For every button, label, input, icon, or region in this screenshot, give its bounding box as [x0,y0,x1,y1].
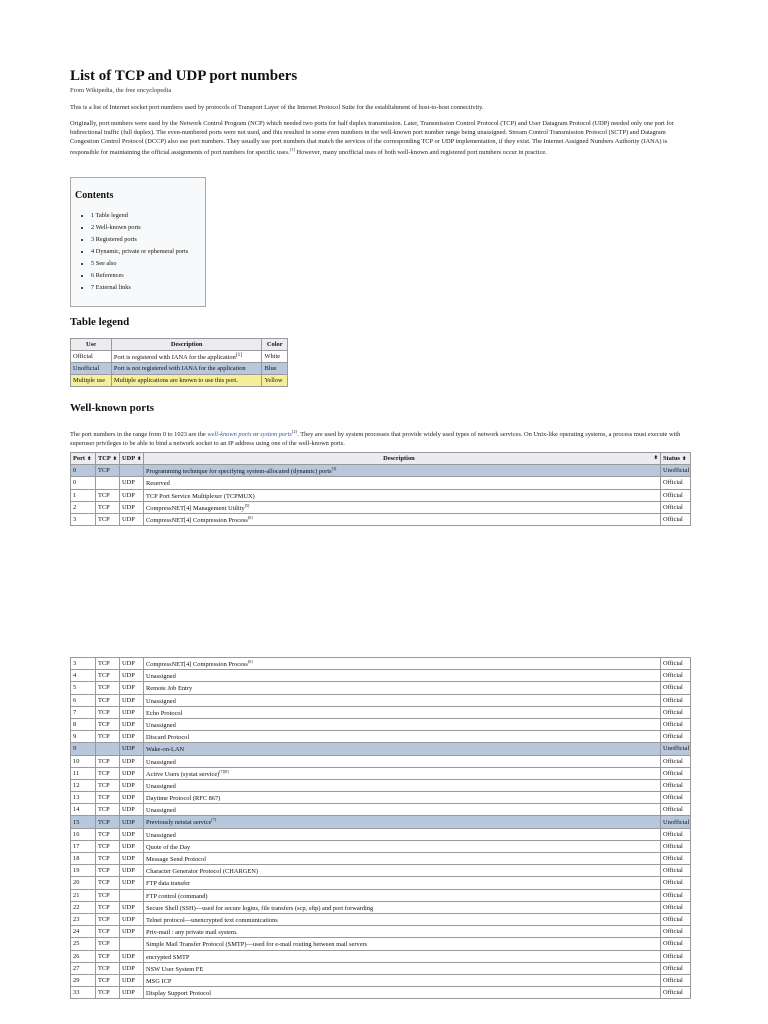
udp-cell [120,465,144,477]
toc-list [83,210,188,294]
status-cell: Official [661,489,691,501]
udp-cell: UDP [120,853,144,865]
description-cell: encrypted SMTP [144,950,661,962]
udp-cell: UDP [120,828,144,840]
tcp-cell: TCP [96,755,120,767]
udp-cell: UDP [120,816,144,828]
legend-color: Blue [262,363,288,375]
description-cell: Daytime Protocol (RFC 867) [144,792,661,804]
description-cell: Unassigned [144,670,661,682]
status-cell: Official [661,718,691,730]
table-row [71,865,691,877]
toc-item[interactable]: • 3 Registered ports [91,234,188,246]
table-row [71,987,691,999]
description-cell: Secure Shell (SSH)—used for secure logins, file transfers (scp, sftp) and port forwarding [144,901,661,913]
udp-cell: UDP [120,913,144,925]
description-cell: Message Send Protocol [144,853,661,865]
udp-cell [120,889,144,901]
status-cell: Official [661,477,691,489]
status-cell: Official [661,950,691,962]
port-cell: 7 [71,706,96,718]
sort-icon[interactable]: ⬍ [87,457,92,463]
tcp-cell: TCP [96,926,120,938]
table-row [71,901,691,913]
port-cell: 29 [71,974,96,986]
tcp-cell: TCP [96,962,120,974]
status-cell: Official [661,694,691,706]
udp-cell: UDP [120,513,144,525]
table-row [71,706,691,718]
toc-item[interactable]: • 6 References [91,270,188,282]
status-cell: Official [661,513,691,525]
udp-cell: UDP [120,718,144,730]
table-row [71,694,691,706]
description-cell: Unassigned [144,804,661,816]
udp-cell: UDP [120,877,144,889]
tcp-cell: TCP [96,767,120,779]
table-row [71,816,691,828]
udp-cell: UDP [120,658,144,670]
toc-item[interactable]: • 1 Table legend [91,210,188,222]
tcp-cell: TCP [96,779,120,791]
description-cell: CompressNET[4] Management Utility[5] [144,501,661,513]
port-cell: 26 [71,950,96,962]
description-cell: CompressNET[4] Compression Process[6] [144,513,661,525]
tcp-cell: TCP [96,792,120,804]
citation-link[interactable]: [6] [247,659,253,665]
port-cell: 9 [71,743,96,755]
description-cell: Unassigned [144,828,661,840]
udp-cell: UDP [120,682,144,694]
legend-use: Unofficial [71,363,112,375]
port-cell: 18 [71,853,96,865]
status-cell: Official [661,962,691,974]
table-row [71,792,691,804]
tcp-cell: TCP [96,731,120,743]
port-cell: 0 [71,465,96,477]
table-row [71,877,691,889]
status-cell: Official [661,889,691,901]
port-cell: 3 [71,658,96,670]
udp-cell: UDP [120,731,144,743]
status-cell: Official [661,682,691,694]
column-header-port[interactable]: Port ⬍ [71,453,96,465]
table-row [71,767,691,779]
port-cell: 1 [71,489,96,501]
legend-desc: Port is not registered with IANA for the application [111,363,262,375]
description-cell: TCP Port Service Multiplexer (TCPMUX) [144,489,661,501]
description-cell: FTP control (command) [144,889,661,901]
port-cell: 12 [71,779,96,791]
udp-cell: UDP [120,804,144,816]
tcp-cell: TCP [96,938,120,950]
legend-use: Multiple use [71,375,112,387]
port-cell: 24 [71,926,96,938]
tcp-cell [96,743,120,755]
tcp-cell [96,477,120,489]
toc-title: Contents [75,190,114,201]
udp-cell: UDP [120,950,144,962]
intro-paragraph-2 [70,120,690,158]
table-row [71,682,691,694]
table-row [71,658,691,670]
description-cell: Quote of the Day [144,840,661,852]
intro-text: Originally, port numbers were used by the Network Control Program (NCP) which needed two ports for half duplex transmission. Later, Transmission Control Protocol (TCP) and User Datagram Protocol (UDP) needed only one port for bidirectional traffic (full duplex). The even-numbered ports were not used, and this resulted in some even numbers in the well-known port number range being unassigned. Stream Control Transmission Protocol (SCTP) and Datagram Congestion Control Protocol (DCCP) also use port numbers. They usually use port numbers that match the services of the corresponding TCP or UDP implementation, if they exist. The Internet Assigned Numbers Authority (IANA) is responsible for maintaining the official assignments of port numbers for specific uses. [70,120,674,157]
udp-cell: UDP [120,670,144,682]
udp-cell: UDP [120,792,144,804]
tcp-cell: TCP [96,804,120,816]
udp-cell: UDP [120,865,144,877]
port-cell: 19 [71,865,96,877]
udp-cell: UDP [120,743,144,755]
description-cell: Programming technique for specifying system-allocated (dynamic) ports[3] [144,465,661,477]
description-cell: Character Generator Protocol (CHARGEN) [144,865,661,877]
udp-cell: UDP [120,926,144,938]
column-header-tcp[interactable]: TCP ⬍ [96,453,120,465]
status-cell: Official [661,877,691,889]
description-cell: Unassigned [144,694,661,706]
status-cell: Official [661,901,691,913]
description-cell: Priv-mail : any private mail system. [144,926,661,938]
toc-item[interactable]: • 4 Dynamic, private or ephemeral ports [91,246,188,258]
toc-item[interactable]: • 7 External links [91,282,188,294]
udp-cell: UDP [120,477,144,489]
udp-cell: UDP [120,489,144,501]
ports-table-page-2 [68,659,694,1024]
legend-table [70,338,288,387]
description-cell: Unassigned [144,718,661,730]
tcp-cell: TCP [96,706,120,718]
description-cell: Display Support Protocol [144,987,661,999]
table-row [71,501,691,513]
port-cell: 14 [71,804,96,816]
status-cell: Official [661,767,691,779]
status-cell: Official [661,755,691,767]
ports-table-page-1 [68,450,694,524]
udp-cell: UDP [120,974,144,986]
tcp-cell: TCP [96,658,120,670]
intro-paragraph-1: This is a list of Internet socket port numbers used by protocols of Transport Layer of the Internet Protocol Suite for the establishment of host-to-host connectivity. [70,104,484,111]
table-row [71,465,691,477]
port-cell: 21 [71,889,96,901]
port-cell: 4 [71,670,96,682]
port-cell: 16 [71,828,96,840]
page-title: List of TCP and UDP port numbers [70,68,298,84]
udp-cell: UDP [120,962,144,974]
status-cell: Official [661,913,691,925]
tcp-cell: TCP [96,865,120,877]
legend-row-multiple [71,375,288,387]
table-row [71,974,691,986]
tcp-cell: TCP [96,465,120,477]
description-cell: CompressNET[4] Compression Process[6] [144,658,661,670]
tcp-cell: TCP [96,513,120,525]
tcp-cell: TCP [96,828,120,840]
status-cell: Official [661,792,691,804]
status-cell: Official [661,987,691,999]
sort-icon[interactable]: ⬍ [137,457,142,463]
citation-link[interactable]: [7] [211,817,216,823]
legend-color: Yellow [262,375,288,387]
table-row [71,731,691,743]
udp-cell: UDP [120,694,144,706]
status-cell: Official [661,828,691,840]
citation-link[interactable]: [1] [289,147,295,153]
table-row [71,755,691,767]
description-cell: NSW User System FE [144,962,661,974]
port-cell: 6 [71,694,96,706]
port-cell: 20 [71,877,96,889]
description-cell: Previously netstat service[7] [144,816,661,828]
port-cell: 17 [71,840,96,852]
sort-icon[interactable]: ⬍ [682,457,687,463]
table-row [71,477,691,489]
intro-text-tail: However, many unofficial uses of both well-known and registered port numbers occur in practice. [294,149,547,157]
description-cell: Unassigned [144,779,661,791]
udp-cell: UDP [120,987,144,999]
table-row [71,670,691,682]
port-cell: 25 [71,938,96,950]
tcp-cell: TCP [96,987,120,999]
well-known-ports-link[interactable]: well-known ports [207,431,252,439]
column-header-description[interactable]: Description ⬍ [144,453,661,465]
port-cell: 23 [71,913,96,925]
status-cell: Official [661,840,691,852]
status-cell: Official [661,658,691,670]
legend-header-color: Color [262,339,288,351]
port-cell: 2 [71,501,96,513]
legend-desc: Multiple applications are known to use this port. [111,375,262,387]
description-cell: Reserved [144,477,661,489]
toc-item[interactable]: • 2 Well-known ports [91,222,188,234]
port-cell: 9 [71,731,96,743]
udp-cell: UDP [120,706,144,718]
status-cell: Official [661,501,691,513]
udp-cell: UDP [120,501,144,513]
port-cell: 27 [71,962,96,974]
udp-cell: UDP [120,901,144,913]
port-cell: 10 [71,755,96,767]
table-row [71,913,691,925]
well-known-paragraph: The port numbers in the range from 0 to 1023 are the well-known ports or system ports[2]. They are used by system processes that provide widely used types of network services. On Unix-like operating systems, a process must execute with superuser privileges to be able to bind a network socket to an IP address using one of the well-known ports. [70,429,681,447]
legend-header-description: Description [111,339,262,351]
sort-icon[interactable]: ⬍ [112,457,117,463]
tcp-cell: TCP [96,501,120,513]
table-row [71,889,691,901]
description-cell: MSG ICP [144,974,661,986]
status-cell: Official [661,853,691,865]
udp-cell: UDP [120,755,144,767]
toc-item[interactable]: • 5 See also [91,258,188,270]
tcp-cell: TCP [96,901,120,913]
status-cell: Official [661,974,691,986]
table-row [71,489,691,501]
table-of-contents [70,177,206,307]
description-cell: Discard Protocol [144,731,661,743]
status-cell: Official [661,670,691,682]
citation-link[interactable]: [7][8] [219,768,229,774]
udp-cell: UDP [120,840,144,852]
tcp-cell: TCP [96,682,120,694]
status-cell: Official [661,731,691,743]
status-cell: Unofficial [661,465,691,477]
tcp-cell: TCP [96,913,120,925]
legend-row-unofficial [71,363,288,375]
citation-link[interactable]: [1] [235,351,243,358]
citation-link[interactable]: [2] [291,429,298,434]
table-row [71,938,691,950]
table-row [71,950,691,962]
tcp-cell: TCP [96,889,120,901]
description-cell: Unassigned [144,755,661,767]
tcp-cell: TCP [96,853,120,865]
legend-row-official [71,351,288,363]
port-cell: 15 [71,816,96,828]
tcp-cell: TCP [96,694,120,706]
tcp-cell: TCP [96,489,120,501]
citation-link[interactable]: [6] [247,514,253,520]
tcp-cell: TCP [96,974,120,986]
table-row [71,840,691,852]
description-cell: Echo Protocol [144,706,661,718]
description-cell: Telnet protocol—unencrypted text communications [144,913,661,925]
legend-header-use: Use [71,339,112,351]
legend-color: White [262,351,288,363]
port-cell: 22 [71,901,96,913]
tcp-cell: TCP [96,877,120,889]
port-cell: 3 [71,513,96,525]
port-cell: 33 [71,987,96,999]
section-heading-legend: Table legend [70,316,130,328]
section-heading-well-known: Well-known ports [70,402,155,414]
status-cell: Unofficial [661,816,691,828]
table-row [71,513,691,525]
tcp-cell: TCP [96,816,120,828]
table-row [71,779,691,791]
description-cell: Simple Mail Transfer Protocol (SMTP)—used for e-mail routing between mail servers [144,938,661,950]
ports-table-continued [70,657,691,999]
port-cell: 8 [71,718,96,730]
page-subtitle: From Wikipedia, the free encyclopedia [70,87,172,94]
table-row [71,853,691,865]
tcp-cell: TCP [96,950,120,962]
column-header-udp[interactable]: UDP ⬍ [120,453,144,465]
description-cell: FTP data transfer [144,877,661,889]
table-row [71,926,691,938]
table-row [71,804,691,816]
port-cell: 5 [71,682,96,694]
sort-icon[interactable]: ⬍ [653,456,658,462]
table-row [71,743,691,755]
port-cell: 11 [71,767,96,779]
table-row [71,828,691,840]
description-cell: Active Users (systat service)[7][8] [144,767,661,779]
citation-link[interactable]: [5] [244,502,250,508]
status-cell: Unofficial [661,743,691,755]
system-ports-link[interactable]: system ports [260,431,292,439]
status-cell: Official [661,926,691,938]
table-row [71,718,691,730]
description-cell: Remote Job Entry [144,682,661,694]
port-cell: 0 [71,477,96,489]
port-cell: 13 [71,792,96,804]
column-header-status[interactable]: Status ⬍ [661,453,691,465]
status-cell: Official [661,706,691,718]
citation-link[interactable]: [3] [331,466,337,472]
status-cell: Official [661,804,691,816]
status-cell: Official [661,779,691,791]
tcp-cell: TCP [96,718,120,730]
tcp-cell: TCP [96,670,120,682]
table-row [71,962,691,974]
udp-cell: UDP [120,779,144,791]
udp-cell [120,938,144,950]
ports-table [70,452,691,526]
udp-cell: UDP [120,767,144,779]
legend-desc: Port is registered with IANA for the application[1] [111,351,262,363]
status-cell: Official [661,865,691,877]
description-cell: Wake-on-LAN [144,743,661,755]
legend-use: Official [71,351,112,363]
status-cell: Official [661,938,691,950]
tcp-cell: TCP [96,840,120,852]
